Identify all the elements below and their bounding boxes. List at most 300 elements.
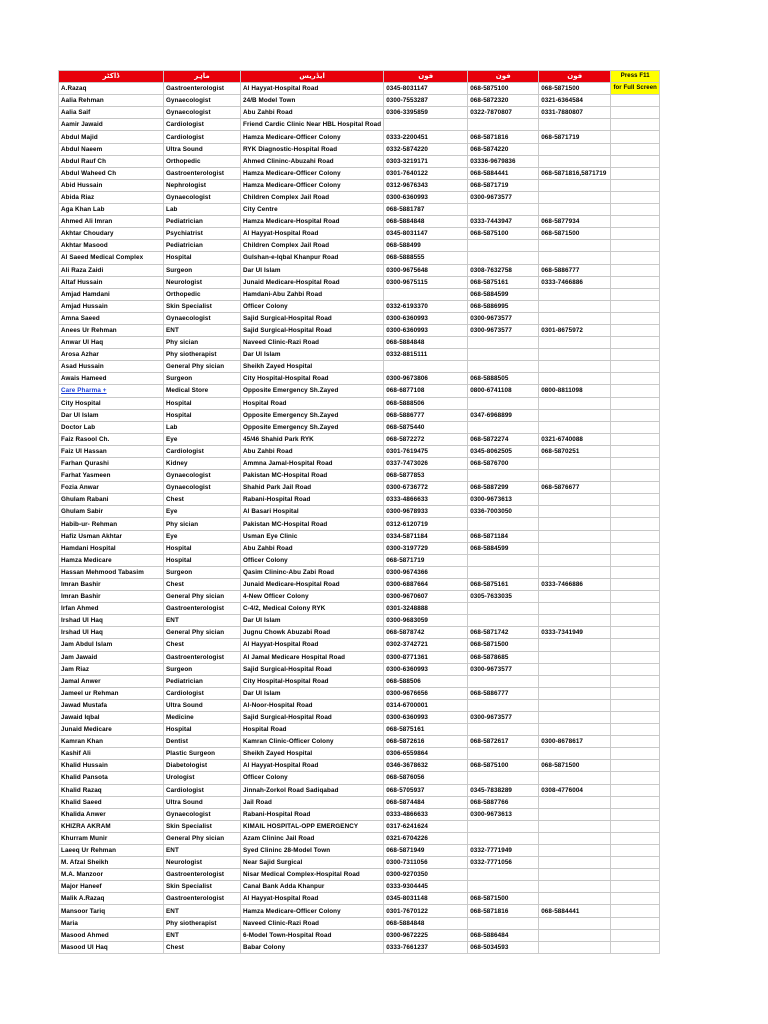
- phone-1-cell: 0300-6736772: [384, 482, 468, 494]
- address-cell: Qasim Clininc-Abu Zabi Road: [241, 566, 384, 578]
- specialty-cell: Gastroenterologist: [164, 167, 241, 179]
- doctor-name-cell: Jawad Mustafa: [59, 699, 164, 711]
- phone-2-cell: 0300-9673613: [468, 808, 539, 820]
- phone-1-cell: 068-5705937: [384, 784, 468, 796]
- empty-cell: [611, 711, 660, 723]
- phone-1-cell: 068-5876056: [384, 772, 468, 784]
- phone-1-cell: 0302-3742721: [384, 639, 468, 651]
- empty-cell: [611, 458, 660, 470]
- phone-2-cell: 068-5871742: [468, 627, 539, 639]
- phone-1-cell: 068-5872272: [384, 433, 468, 445]
- empty-cell: [611, 445, 660, 457]
- address-cell: Hospital Road: [241, 397, 384, 409]
- empty-cell: [611, 300, 660, 312]
- phone-3-cell: [539, 917, 611, 929]
- table-row: [59, 276, 660, 288]
- phone-3-cell: 068-5871500: [539, 760, 611, 772]
- empty-cell: [611, 288, 660, 300]
- phone-1-cell: 0300-3197729: [384, 542, 468, 554]
- empty-cell: [611, 603, 660, 615]
- phone-3-cell: [539, 603, 611, 615]
- doctor-name-cell: Akhtar Masood: [59, 240, 164, 252]
- phone-1-cell: 068-5888555: [384, 252, 468, 264]
- address-cell: Ammna Jamal-Hospital Road: [241, 458, 384, 470]
- address-cell: C-4/2, Medical Colony RYK: [241, 603, 384, 615]
- table-row: [59, 941, 660, 953]
- phone-2-cell: 068-5872320: [468, 95, 539, 107]
- doctor-name-cell: Maria: [59, 917, 164, 929]
- phone-1-cell: 0300-7553287: [384, 95, 468, 107]
- empty-cell: [611, 554, 660, 566]
- phone-1-cell: 0314-6700001: [384, 699, 468, 711]
- doctor-name-cell: Jam Jawaid: [59, 651, 164, 663]
- phone-3-cell: [539, 566, 611, 578]
- specialty-cell: General Phy sician: [164, 832, 241, 844]
- phone-2-cell: [468, 240, 539, 252]
- empty-cell: [611, 893, 660, 905]
- care-pharma-link[interactable]: Care Pharma +: [59, 385, 164, 397]
- table-row: [59, 337, 660, 349]
- phone-2-cell: 068-5871719: [468, 179, 539, 191]
- phone-2-cell: [468, 397, 539, 409]
- doctor-name-cell: Khalid Pansota: [59, 772, 164, 784]
- address-cell: Officer Colony: [241, 300, 384, 312]
- address-cell: Al Basari Hospital: [241, 506, 384, 518]
- address-cell: Naveed Clinic-Razi Road: [241, 337, 384, 349]
- phone-3-cell: [539, 494, 611, 506]
- doctor-name-cell: Jam Riaz: [59, 663, 164, 675]
- table-row: [59, 542, 660, 554]
- phone-3-cell: 068-5886777: [539, 264, 611, 276]
- empty-cell: [611, 191, 660, 203]
- phone-2-cell: 0332-7771056: [468, 857, 539, 869]
- table-row: [59, 554, 660, 566]
- empty-cell: [611, 845, 660, 857]
- empty-cell: [611, 216, 660, 228]
- address-cell: Gulshan-e-Iqbal Khanpur Road: [241, 252, 384, 264]
- phone-1-cell: 068-5884848: [384, 917, 468, 929]
- phone-1-cell: 068-5874484: [384, 796, 468, 808]
- address-cell: Abu Zahbi Road: [241, 107, 384, 119]
- phone-3-cell: [539, 204, 611, 216]
- table-row: [59, 264, 660, 276]
- phone-1-cell: 0300-6887664: [384, 578, 468, 590]
- doctor-name-cell: Jam Abdul Islam: [59, 639, 164, 651]
- phone-1-cell: 0300-9683059: [384, 615, 468, 627]
- table-row: [59, 397, 660, 409]
- specialty-cell: Medical Store: [164, 385, 241, 397]
- phone-1-cell: 0333-4866633: [384, 494, 468, 506]
- address-cell: Children Complex Jail Road: [241, 240, 384, 252]
- table-row: [59, 421, 660, 433]
- table-row: [59, 216, 660, 228]
- empty-cell: [611, 566, 660, 578]
- doctor-name-cell: Awais Hameed: [59, 373, 164, 385]
- address-cell: 6-Model Town-Hospital Road: [241, 929, 384, 941]
- empty-cell: [611, 349, 660, 361]
- specialty-cell: Neurologist: [164, 276, 241, 288]
- table-row: [59, 95, 660, 107]
- specialty-cell: Skin Specialist: [164, 881, 241, 893]
- specialty-cell: Gastroenterologist: [164, 651, 241, 663]
- doctor-name-cell: Jawaid Iqbal: [59, 711, 164, 723]
- phone-1-cell: 0300-6360993: [384, 663, 468, 675]
- doctor-name-cell: Farhan Qurashi: [59, 458, 164, 470]
- address-cell: Al Hayyat-Hospital Road: [241, 639, 384, 651]
- phone-1-cell: 0312-6120719: [384, 518, 468, 530]
- empty-cell: [611, 772, 660, 784]
- doctor-name-cell: Doctor Lab: [59, 421, 164, 433]
- doctor-name-cell: Hassan Mehmood Tabasim: [59, 566, 164, 578]
- header-phone-2: فون: [468, 71, 539, 83]
- table-row: [59, 324, 660, 336]
- phone-3-cell: [539, 639, 611, 651]
- empty-cell: [611, 687, 660, 699]
- empty-cell: [611, 276, 660, 288]
- phone-3-cell: [539, 458, 611, 470]
- address-cell: Dar Ul Islam: [241, 349, 384, 361]
- table-row: [59, 784, 660, 796]
- phone-2-cell: [468, 820, 539, 832]
- phone-1-cell: [384, 288, 468, 300]
- specialty-cell: Medicine: [164, 711, 241, 723]
- specialty-cell: Eye: [164, 433, 241, 445]
- phone-1-cell: [384, 119, 468, 131]
- phone-3-cell: [539, 312, 611, 324]
- doctor-name-cell: Aga Khan Lab: [59, 204, 164, 216]
- address-cell: Azam Clininc Jail Road: [241, 832, 384, 844]
- table-row: [59, 167, 660, 179]
- doctor-name-cell: Fozia Anwar: [59, 482, 164, 494]
- specialty-cell: Skin Specialist: [164, 300, 241, 312]
- phone-1-cell: 0317-6241624: [384, 820, 468, 832]
- phone-2-cell: 068-5884441: [468, 167, 539, 179]
- address-cell: Jinnah-Zorkol Road Sadiqabad: [241, 784, 384, 796]
- doctor-name-cell: Arosa Azhar: [59, 349, 164, 361]
- phone-3-cell: 0333-7466886: [539, 276, 611, 288]
- phone-3-cell: [539, 288, 611, 300]
- table-row: [59, 107, 660, 119]
- phone-3-cell: [539, 397, 611, 409]
- table-row: [59, 832, 660, 844]
- doctor-name-cell: Hafiz Usman Akhtar: [59, 530, 164, 542]
- phone-1-cell: 068-6877108: [384, 385, 468, 397]
- phone-1-cell: 0332-6193370: [384, 300, 468, 312]
- address-cell: Hamza Medicare-Hospital Road: [241, 216, 384, 228]
- doctor-name-cell: Kamran Khan: [59, 736, 164, 748]
- phone-2-cell: 0345-8062505: [468, 445, 539, 457]
- table-row: [59, 663, 660, 675]
- address-cell: Hamza Medicare-Officer Colony: [241, 131, 384, 143]
- table-row: [59, 845, 660, 857]
- doctor-name-cell: Junaid Medicare: [59, 724, 164, 736]
- phone-3-cell: [539, 373, 611, 385]
- phone-1-cell: [384, 361, 468, 373]
- address-cell: City Hospital-Hospital Road: [241, 675, 384, 687]
- phone-3-cell: [539, 337, 611, 349]
- specialty-cell: Gynaecologist: [164, 107, 241, 119]
- phone-2-cell: 0347-6968899: [468, 409, 539, 421]
- phone-1-cell: 0300-9670607: [384, 591, 468, 603]
- specialty-cell: Diabetologist: [164, 760, 241, 772]
- empty-cell: [611, 857, 660, 869]
- doctor-name-cell: Abida Riaz: [59, 191, 164, 203]
- doctor-name-cell: Masood Ul Haq: [59, 941, 164, 953]
- phone-2-cell: 0800-6741108: [468, 385, 539, 397]
- phone-2-cell: [468, 832, 539, 844]
- empty-cell: [611, 675, 660, 687]
- phone-2-cell: 068-5875161: [468, 276, 539, 288]
- doctor-name-cell: Amna Saeed: [59, 312, 164, 324]
- specialty-cell: General Phy sician: [164, 591, 241, 603]
- doctor-name-cell: Malik A.Razaq: [59, 893, 164, 905]
- specialty-cell: Gynaecologist: [164, 312, 241, 324]
- phone-3-cell: [539, 240, 611, 252]
- doctor-name-cell: Ahmed Ali Imran: [59, 216, 164, 228]
- address-cell: Dar Ul Islam: [241, 615, 384, 627]
- address-cell: Near Sajid Surgical: [241, 857, 384, 869]
- phone-3-cell: [539, 796, 611, 808]
- doctor-name-cell: Amjad Hamdani: [59, 288, 164, 300]
- doctor-name-cell: Faiz Ul Hassan: [59, 445, 164, 457]
- phone-3-cell: [539, 869, 611, 881]
- doctor-name-cell: Masood Ahmed: [59, 929, 164, 941]
- doctor-name-cell: M.A. Manzoor: [59, 869, 164, 881]
- specialty-cell: Eye: [164, 506, 241, 518]
- specialty-cell: Plastic Surgeon: [164, 748, 241, 760]
- phone-1-cell: 0345-8031147: [384, 228, 468, 240]
- phone-1-cell: 068-5875161: [384, 724, 468, 736]
- table-row: [59, 470, 660, 482]
- table-row: [59, 639, 660, 651]
- specialty-cell: Gynaecologist: [164, 808, 241, 820]
- address-cell: Sajid Surgical-Hospital Road: [241, 324, 384, 336]
- phone-2-cell: 0333-7443947: [468, 216, 539, 228]
- table-row: [59, 603, 660, 615]
- phone-2-cell: 068-5872617: [468, 736, 539, 748]
- address-cell: Sheikh Zayed Hospital: [241, 361, 384, 373]
- address-cell: 4-New Officer Colony: [241, 591, 384, 603]
- phone-2-cell: [468, 772, 539, 784]
- phone-2-cell: 0300-9673577: [468, 663, 539, 675]
- phone-1-cell: 0312-9676343: [384, 179, 468, 191]
- empty-cell: [611, 651, 660, 663]
- address-cell: Officer Colony: [241, 554, 384, 566]
- specialty-cell: ENT: [164, 324, 241, 336]
- doctor-name-cell: Abdul Majid: [59, 131, 164, 143]
- doctor-name-cell: A.Razaq: [59, 83, 164, 95]
- address-cell: Ahmed Clininc-Abuzahi Road: [241, 155, 384, 167]
- empty-cell: [611, 494, 660, 506]
- doctor-name-cell: Farhat Yasmeen: [59, 470, 164, 482]
- phone-3-cell: [539, 530, 611, 542]
- phone-3-cell: [539, 191, 611, 203]
- phone-3-cell: [539, 409, 611, 421]
- address-cell: Opposite Emergency Sh.Zayed: [241, 409, 384, 421]
- doctor-name-cell: Ghulam Rabani: [59, 494, 164, 506]
- address-cell: Hamza Medicare-Officer Colony: [241, 167, 384, 179]
- phone-1-cell: 0300-8771361: [384, 651, 468, 663]
- phone-1-cell: 0333-4866633: [384, 808, 468, 820]
- specialty-cell: Phy sician: [164, 518, 241, 530]
- phone-3-cell: 068-5871500: [539, 83, 611, 95]
- doctor-name-cell: Amjad Hussain: [59, 300, 164, 312]
- address-cell: Nisar Medical Complex-Hospital Road: [241, 869, 384, 881]
- empty-cell: [611, 832, 660, 844]
- phone-3-cell: [539, 857, 611, 869]
- specialty-cell: Pediatrician: [164, 675, 241, 687]
- phone-3-cell: [539, 143, 611, 155]
- phone-3-cell: [539, 591, 611, 603]
- doctor-name-cell: Irshad Ul Haq: [59, 627, 164, 639]
- specialty-cell: Gastroenterologist: [164, 893, 241, 905]
- phone-1-cell: 0300-9270350: [384, 869, 468, 881]
- phone-1-cell: 068-5878742: [384, 627, 468, 639]
- specialty-cell: Cardiologist: [164, 784, 241, 796]
- phone-1-cell: 0301-7670122: [384, 905, 468, 917]
- header-address: ایڈریس: [241, 71, 384, 83]
- empty-cell: [611, 324, 660, 336]
- specialty-cell: Cardiologist: [164, 131, 241, 143]
- doctor-name-cell: Anwar Ul Haq: [59, 337, 164, 349]
- specialty-cell: Hospital: [164, 554, 241, 566]
- phone-2-cell: 068-5888505: [468, 373, 539, 385]
- phone-2-cell: [468, 675, 539, 687]
- phone-2-cell: 068-5875161: [468, 578, 539, 590]
- phone-2-cell: 068-5886995: [468, 300, 539, 312]
- phone-3-cell: [539, 421, 611, 433]
- specialty-cell: Surgeon: [164, 566, 241, 578]
- table-row: [59, 675, 660, 687]
- specialty-cell: Hospital: [164, 397, 241, 409]
- empty-cell: [611, 808, 660, 820]
- table-row: [59, 252, 660, 264]
- specialty-cell: Dentist: [164, 736, 241, 748]
- phone-2-cell: 0332-7771949: [468, 845, 539, 857]
- table-row: [59, 191, 660, 203]
- phone-2-cell: [468, 252, 539, 264]
- phone-3-cell: 0301-8675972: [539, 324, 611, 336]
- phone-1-cell: 0301-3248888: [384, 603, 468, 615]
- phone-1-cell: 0300-9675648: [384, 264, 468, 276]
- specialty-cell: Phy sician: [164, 337, 241, 349]
- doctor-name-cell: Akhtar Choudary: [59, 228, 164, 240]
- phone-3-cell: [539, 300, 611, 312]
- specialty-cell: Chest: [164, 494, 241, 506]
- phone-3-cell: [539, 518, 611, 530]
- specialty-cell: Phy siotherapist: [164, 349, 241, 361]
- empty-cell: [611, 663, 660, 675]
- address-cell: Canal Bank Adda Khanpur: [241, 881, 384, 893]
- phone-1-cell: 0306-3395859: [384, 107, 468, 119]
- doctor-name-cell: Jameel ur Rehman: [59, 687, 164, 699]
- phone-3-cell: [539, 361, 611, 373]
- empty-cell: [611, 578, 660, 590]
- phone-2-cell: [468, 881, 539, 893]
- table-row: [59, 869, 660, 881]
- phone-3-cell: [539, 941, 611, 953]
- phone-3-cell: [539, 119, 611, 131]
- header-row: [59, 71, 660, 83]
- phone-3-cell: [539, 893, 611, 905]
- address-cell: Hospital Road: [241, 724, 384, 736]
- phone-1-cell: 0300-6360993: [384, 324, 468, 336]
- phone-1-cell: 0333-7661237: [384, 941, 468, 953]
- phone-2-cell: [468, 337, 539, 349]
- phone-1-cell: 0300-6360993: [384, 312, 468, 324]
- address-cell: Kamran Clinic-Officer Colony: [241, 736, 384, 748]
- table-row: [59, 300, 660, 312]
- phone-1-cell: 0303-3219171: [384, 155, 468, 167]
- table-row: [59, 699, 660, 711]
- phone-2-cell: 0300-9673577: [468, 191, 539, 203]
- specialty-cell: Phy siotherapist: [164, 917, 241, 929]
- specialty-cell: Chest: [164, 639, 241, 651]
- address-cell: RYK Diagnostic-Hospital Road: [241, 143, 384, 155]
- phone-2-cell: [468, 566, 539, 578]
- address-cell: Rabani-Hospital Road: [241, 494, 384, 506]
- table-row: [59, 578, 660, 590]
- phone-2-cell: 068-5871500: [468, 639, 539, 651]
- phone-1-cell: 068-588506: [384, 675, 468, 687]
- empty-cell: [611, 736, 660, 748]
- address-cell: Opposite Emergency Sh.Zayed: [241, 421, 384, 433]
- phone-1-cell: 0346-3678632: [384, 760, 468, 772]
- table-row: [59, 155, 660, 167]
- phone-3-cell: [539, 832, 611, 844]
- table-row: [59, 772, 660, 784]
- doctor-name-cell: Aalia Rehman: [59, 95, 164, 107]
- phone-1-cell: 0301-7619475: [384, 445, 468, 457]
- phone-2-cell: [468, 869, 539, 881]
- specialty-cell: General Phy sician: [164, 361, 241, 373]
- empty-cell: [611, 179, 660, 191]
- phone-2-cell: 0322-7870807: [468, 107, 539, 119]
- specialty-cell: Neurologist: [164, 857, 241, 869]
- phone-3-cell: [539, 820, 611, 832]
- doctor-name-cell: Jamal Anwer: [59, 675, 164, 687]
- table-row: [59, 179, 660, 191]
- empty-cell: [611, 143, 660, 155]
- phone-2-cell: [468, 615, 539, 627]
- doctor-name-cell: Dar Ul Islam: [59, 409, 164, 421]
- address-cell: Pakistan MC-Hospital Road: [241, 518, 384, 530]
- phone-2-cell: 068-5871816: [468, 905, 539, 917]
- table-row: [59, 143, 660, 155]
- phone-1-cell: 0333-9304445: [384, 881, 468, 893]
- specialty-cell: Surgeon: [164, 264, 241, 276]
- address-cell: Junaid Medicare-Hospital Road: [241, 276, 384, 288]
- doctor-name-cell: Khalid Razaq: [59, 784, 164, 796]
- table-row: [59, 131, 660, 143]
- empty-cell: [611, 240, 660, 252]
- specialty-cell: ENT: [164, 929, 241, 941]
- phone-1-cell: 0300-6360993: [384, 711, 468, 723]
- address-cell: Jugnu Chowk Abuzabi Road: [241, 627, 384, 639]
- table-row: [59, 385, 660, 397]
- specialty-cell: Eye: [164, 530, 241, 542]
- empty-cell: [611, 699, 660, 711]
- address-cell: Hamdani-Abu Zahbi Road: [241, 288, 384, 300]
- phone-3-cell: [539, 542, 611, 554]
- empty-cell: [611, 518, 660, 530]
- address-cell: Syed Clininc 28-Model Town: [241, 845, 384, 857]
- phone-3-cell: 068-5876677: [539, 482, 611, 494]
- table-row: [59, 240, 660, 252]
- phone-3-cell: [539, 349, 611, 361]
- address-cell: KIMAIL HOSPITAL-OPP EMERGENCY: [241, 820, 384, 832]
- table-row: [59, 905, 660, 917]
